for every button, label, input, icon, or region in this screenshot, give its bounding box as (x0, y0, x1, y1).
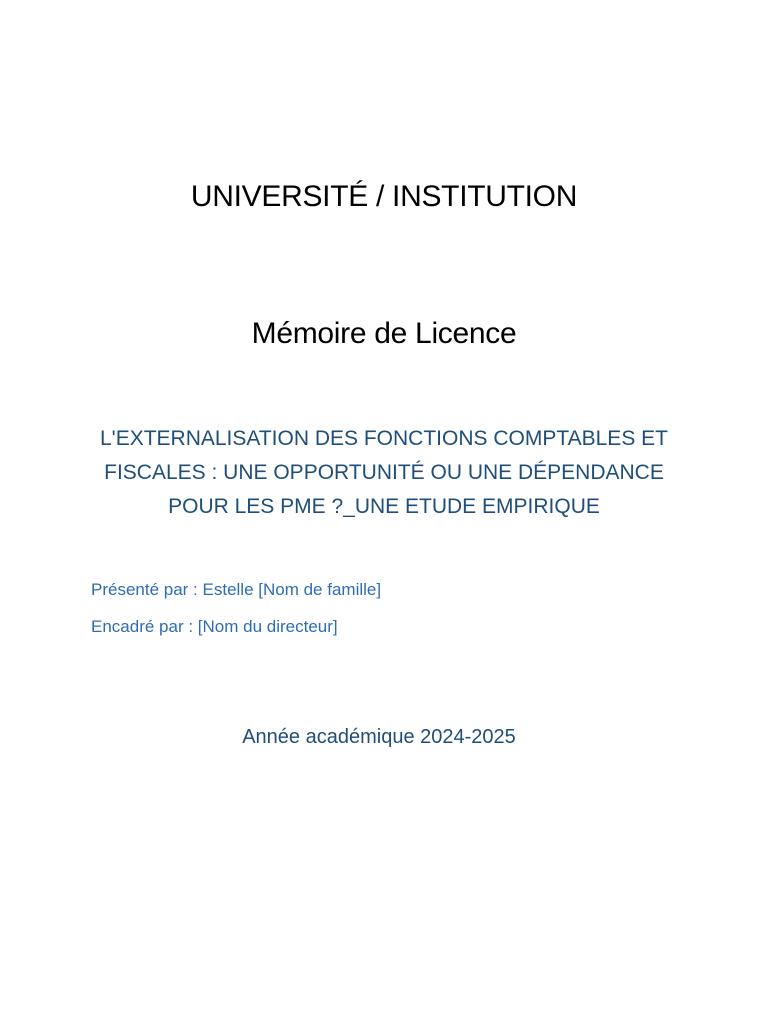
presented-by: Présenté par : Estelle [Nom de famille] (91, 580, 382, 599)
thesis-title-line-1: L'EXTERNALISATION DES FONCTIONS COMPTABLES ET (100, 427, 668, 450)
thesis-title-line-3: POUR LES PME ?_UNE ETUDE EMPIRIQUE (168, 495, 600, 518)
thesis-title (84, 422, 684, 524)
institution-name: UNIVERSITÉ / INSTITUTION (190, 180, 578, 213)
degree-title: Mémoire de Licence (251, 317, 517, 350)
academic-year: Année académique 2024-2025 (242, 726, 516, 748)
thesis-title-line-2: FISCALES : UNE OPPORTUNITÉ OU UNE DÉPENDANCE (104, 461, 664, 484)
supervised-by: Encadré par : [Nom du directeur] (91, 617, 338, 636)
